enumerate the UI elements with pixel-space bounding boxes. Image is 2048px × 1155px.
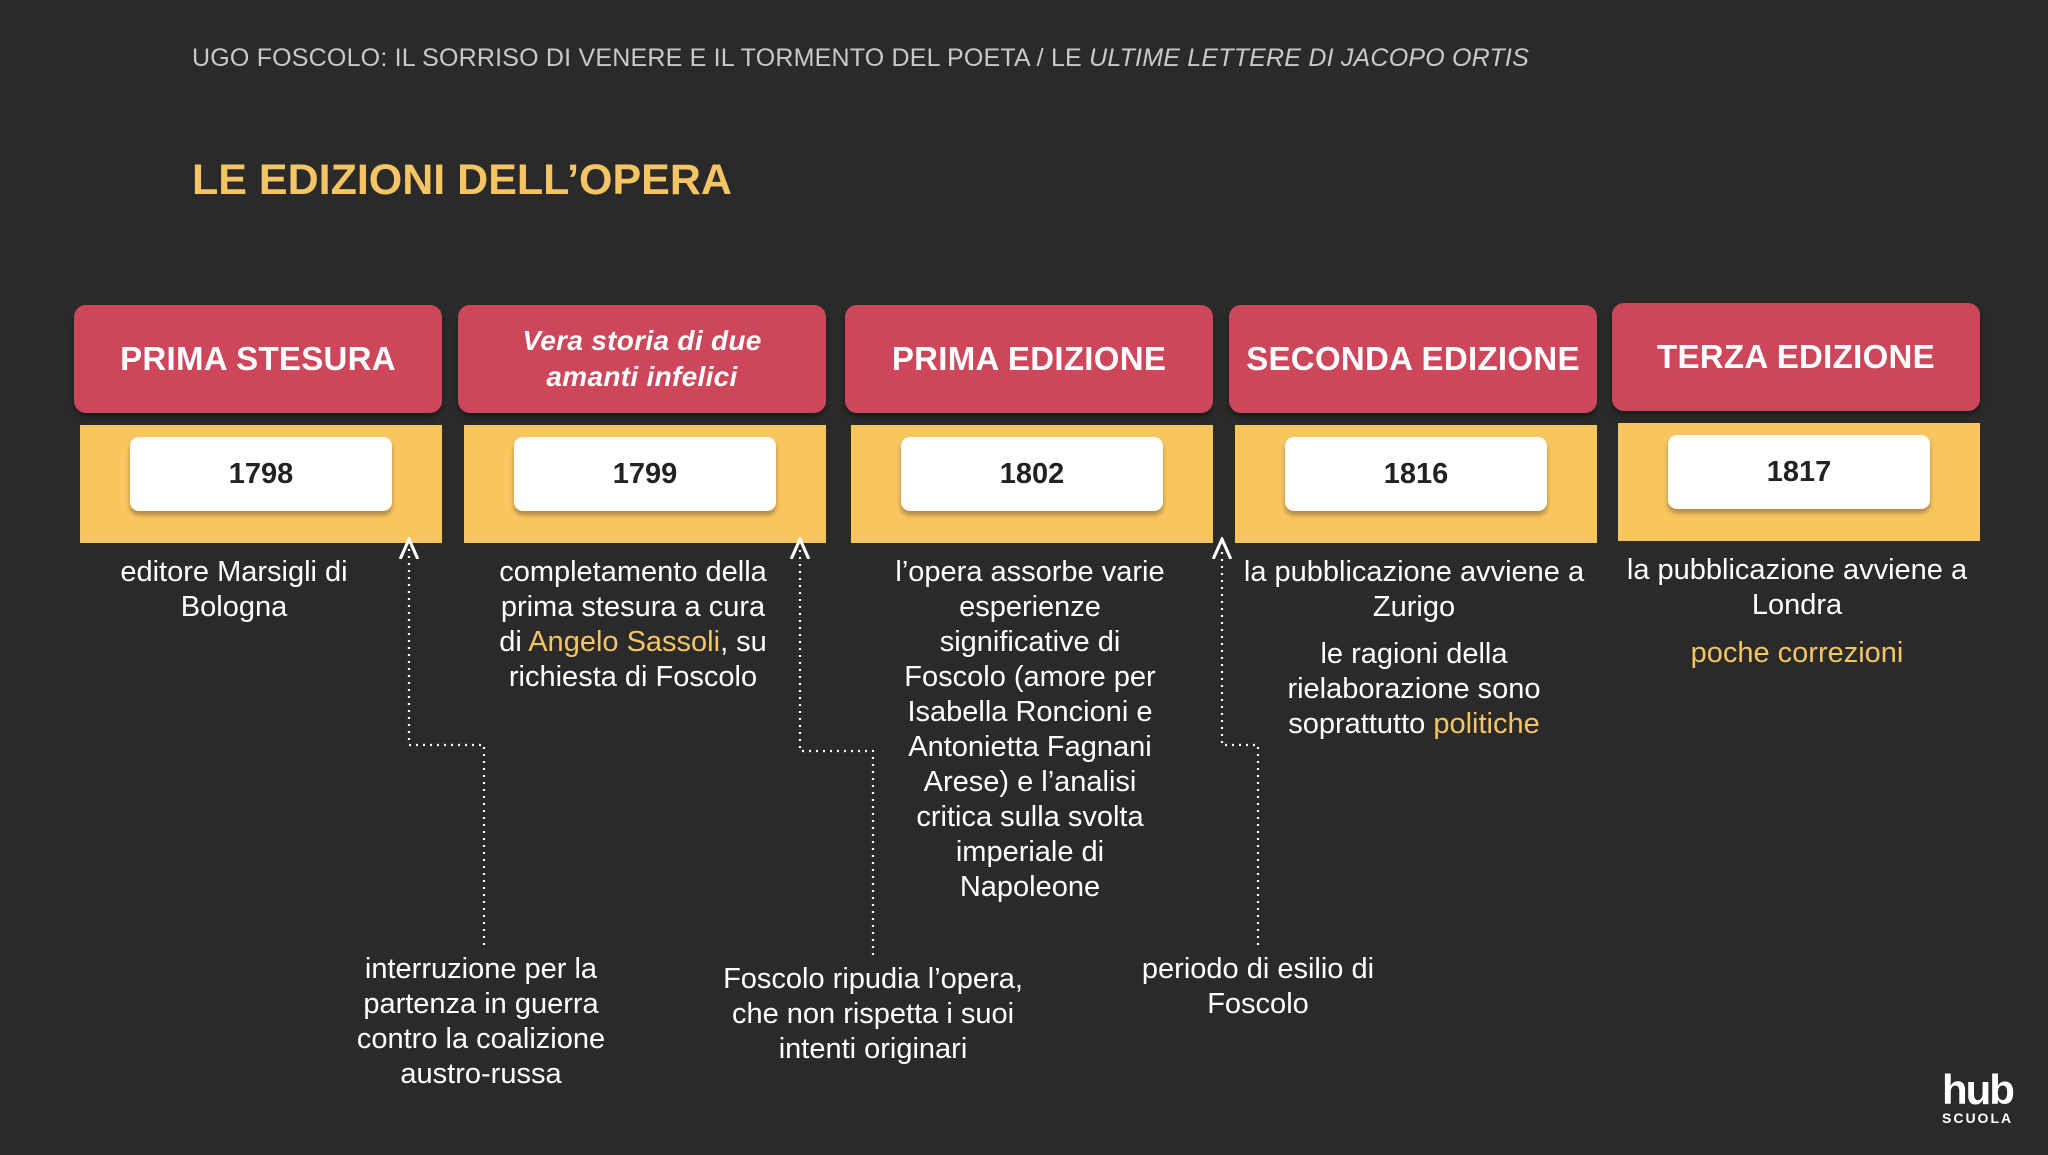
phase-label: TERZA EDIZIONE <box>1657 338 1935 375</box>
phase-description: la pubblicazione avviene a Zurigo <box>1243 556 1585 623</box>
phase-description: la pubblicazione avviene a Londra <box>1626 554 1968 621</box>
phase-description: editore Marsigli di Bologna <box>120 556 348 623</box>
phase-label: PRIMA STESURA <box>120 340 396 377</box>
note-rejection: Foscolo ripudia l’opera, che non rispetta i suoi intenti originari <box>723 963 1023 1065</box>
phase-label: PRIMA EDIZIONE <box>891 340 1167 377</box>
year-label: 1799 <box>514 437 776 511</box>
hub-scuola-logo: hub SCUOLA <box>1942 1066 2014 1126</box>
highlight-text: Angelo Sassoli <box>528 626 721 658</box>
highlight-text: politiche <box>1433 708 1540 740</box>
header-text: UGO FOSCOLO: IL SORRISO DI VENERE E IL TORMENTO DEL POETA / LE <box>192 44 1090 72</box>
year-label: 1802 <box>901 437 1163 511</box>
year-label: 1817 <box>1668 435 1930 509</box>
phase-description: l’opera assorbe varie esperienze significative di Foscolo (amore per Isabella Roncioni e Antonietta Fagnani Arese) e l’analisi critica sulla svolta imperiale di Napoleone <box>895 556 1165 903</box>
note-war: interruzione per la partenza in guerra contro la coalizione austro-russa <box>356 953 606 1090</box>
year-label: 1798 <box>130 437 392 511</box>
connector-3 <box>1222 548 1258 945</box>
phase-description-secondary: le ragioni della rielaborazione sono soprattutto politiche <box>1287 638 1541 740</box>
note-exile: periodo di esilio di Foscolo <box>1141 953 1375 1020</box>
phase-description-highlight: poche correzioni <box>1690 637 1904 669</box>
header-italic-text: ULTIME LETTERE DI JACOPO ORTIS <box>1089 44 1529 72</box>
year-label: 1816 <box>1285 437 1547 511</box>
phase-label: Vera storia di due amanti infelici <box>522 325 762 392</box>
phase-label: SECONDA EDIZIONE <box>1246 340 1580 377</box>
page-title: LE EDIZIONI DELL’OPERA <box>192 156 732 204</box>
connector-2 <box>800 548 873 955</box>
phase-description: completamento della prima stesura a cura di Angelo Sassoli, su richiesta di Foscolo <box>499 556 767 693</box>
connector-1 <box>409 548 484 945</box>
